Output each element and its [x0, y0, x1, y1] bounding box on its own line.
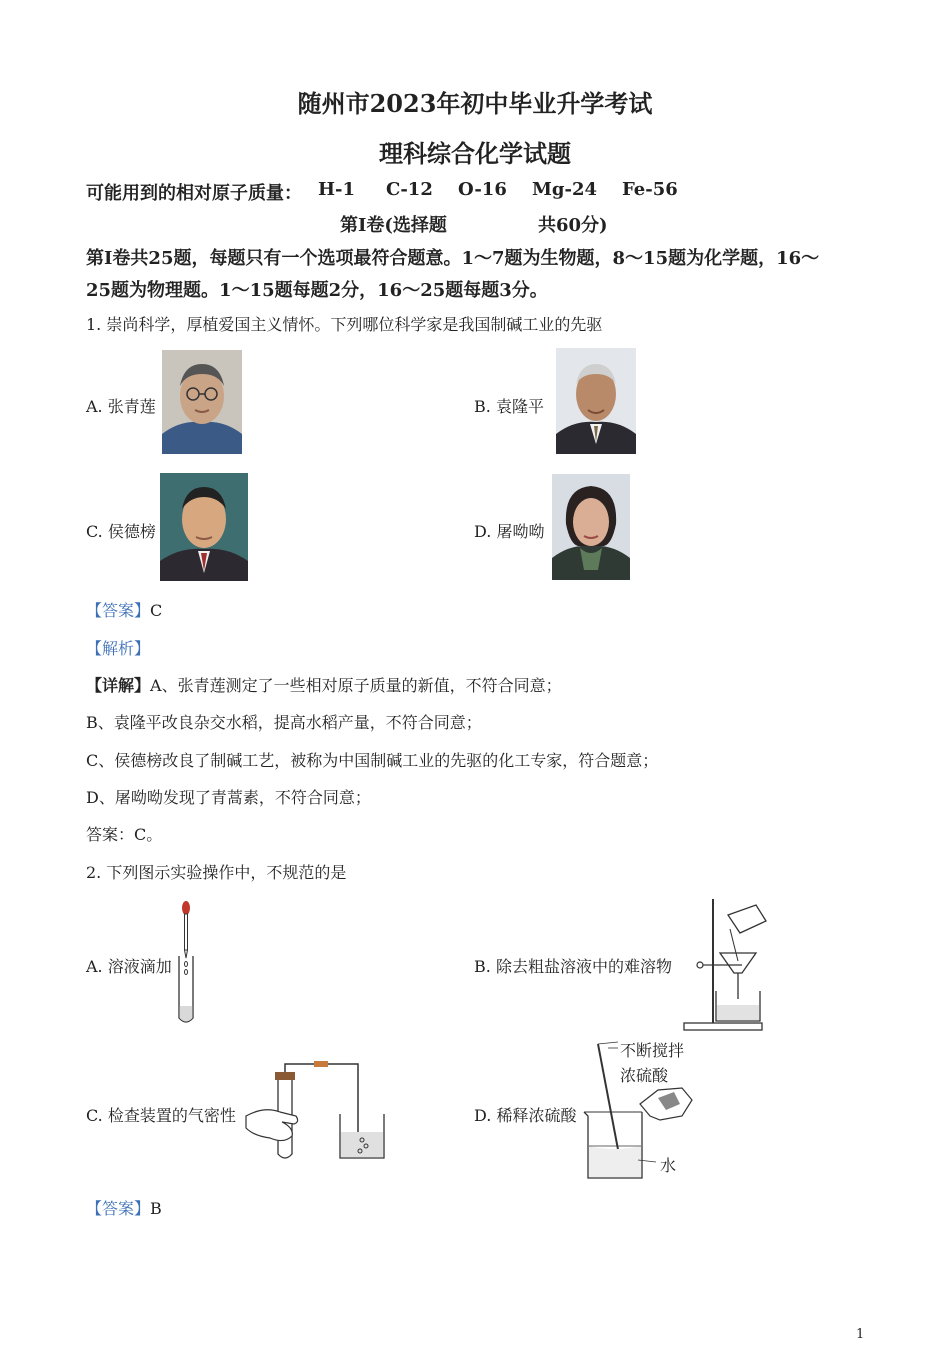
answer-value: B [150, 1199, 162, 1218]
option-label: B. [474, 397, 491, 416]
q1-detail-line-3: C、侯德榜改良了制碱工艺，被称为中国制碱工业的先驱的化工专家，符合题意； [86, 751, 659, 770]
instructions-line-1: 第Ⅰ卷共25题，每题只有一个选项最符合题意。1～7题为生物题，8～15题为化学题，16～ [86, 248, 820, 269]
instructions-line-2: 25题为物理题。1～15题每题2分，16～25题每题3分。 [86, 280, 548, 301]
atomic-mass-h: H-1 [318, 179, 356, 200]
q1-detail-line-1 [86, 673, 562, 696]
dilute-sulfuric-acid-diagram [580, 1040, 720, 1185]
q2-option-d [474, 1103, 576, 1126]
detail-tag: 【详解】 [86, 676, 151, 695]
q2-option-b [474, 954, 672, 977]
q1-detail-line-4: D、屠呦呦发现了青蒿素，不符合同意； [86, 788, 371, 807]
exam-title: 随州市2023年初中毕业升学考试 [297, 89, 653, 118]
q1-option-a [86, 394, 156, 417]
q2-option-a [86, 954, 172, 977]
q1-detail-line-2: B、袁隆平改良杂交水稻，提高水稻产量，不符合同意； [86, 713, 482, 732]
option-text: 稀释浓硫酸 [496, 1106, 577, 1125]
option-text: 除去粗盐溶液中的难溶物 [495, 957, 672, 976]
detail-text: A、张青莲测定了一些相对原子质量的新值，不符合同意； [150, 676, 562, 695]
part-score: 共60分) [538, 215, 608, 236]
option-text: 溶液滴加 [107, 957, 172, 976]
q1-answer [86, 598, 162, 621]
dropper-test-tube-diagram [170, 898, 206, 1028]
page-number: 1 [856, 1327, 865, 1342]
q2-option-c [86, 1103, 236, 1126]
q2-stem: 2. 下列图示实验操作中，不规范的是 [86, 863, 347, 882]
label-water: 水 [660, 1156, 677, 1175]
filtration-apparatus-diagram [680, 895, 775, 1035]
option-label: D. [474, 522, 492, 541]
option-label: A. [86, 397, 103, 416]
q1-option-c [86, 519, 156, 542]
portrait-photo-b [556, 348, 636, 454]
option-label: D. [474, 1106, 492, 1125]
q1-detail-line-5: 答案：C。 [86, 825, 163, 844]
atomic-mass-fe: Fe-56 [622, 179, 678, 200]
option-label: A. [86, 957, 103, 976]
option-text: 侯德榜 [107, 522, 156, 541]
answer-tag: 【答案】 [86, 601, 151, 620]
portrait-photo-a [162, 350, 242, 454]
option-text: 检查装置的气密性 [107, 1106, 236, 1125]
q1-stem: 1. 崇尚科学，厚植爱国主义情怀。下列哪位科学家是我国制碱工业的先驱 [86, 315, 603, 334]
atomic-mass-label: 可能用到的相对原子质量： [86, 183, 302, 204]
q1-analysis-tag: 【解析】 [86, 639, 151, 658]
part-title: 第Ⅰ卷(选择题 [340, 215, 447, 236]
q1-option-b [474, 394, 544, 417]
option-label: C. [86, 1106, 103, 1125]
exam-subtitle: 理科综合化学试题 [379, 139, 571, 168]
answer-value: C [150, 601, 163, 620]
portrait-photo-c [160, 473, 248, 581]
label-stir: 不断搅拌 [620, 1041, 685, 1060]
option-label: B. [474, 957, 491, 976]
answer-tag: 【答案】 [86, 1199, 151, 1218]
atomic-mass-c: C-12 [386, 179, 433, 200]
q2-answer [86, 1196, 162, 1219]
label-concentrated-acid: 浓硫酸 [620, 1066, 669, 1085]
option-label: C. [86, 522, 103, 541]
atomic-mass-o: O-16 [458, 179, 507, 200]
atomic-mass-mg: Mg-24 [532, 179, 598, 200]
option-text: 袁隆平 [495, 397, 544, 416]
q1-option-d [474, 519, 544, 542]
option-text: 张青莲 [107, 397, 156, 416]
option-text: 屠呦呦 [496, 522, 545, 541]
portrait-photo-d [552, 474, 630, 580]
airtightness-check-diagram [240, 1058, 390, 1168]
